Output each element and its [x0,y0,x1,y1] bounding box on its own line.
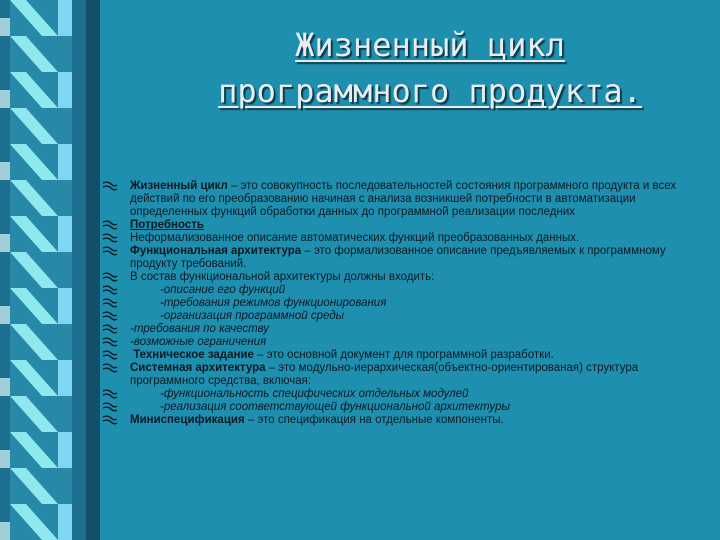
list-item [100,349,700,362]
bullet-icon [102,297,118,309]
bullet-icon [102,388,118,400]
list-item [100,414,700,427]
item-text: -требования режимов функционирования [160,297,387,309]
bullet-icon [102,245,118,257]
bullet-icon [102,284,118,296]
list-item [100,323,700,336]
item-text: -организация программной среды [160,310,345,322]
title-line-1: Жизненный цикл [295,26,565,64]
list-item [100,271,700,284]
item-text: -возможные ограничения [130,336,267,348]
item-text: – это совокупность последовательностей состояния программного продукта и всех действий по его преобразованию начиная с анализа возникшей потребности в автоматизации определенных функций обработки данных до программной реализации последних [130,180,677,218]
bullet-icon [102,336,118,348]
bullet-icon [102,271,118,283]
page-title [150,22,710,114]
list-item [100,362,700,388]
item-text: Неформализованное описание автоматических функций преобразованных данных. [130,232,580,244]
bullet-icon [102,219,118,231]
list-item [100,219,700,232]
item-term: Системная архитектура [130,362,266,374]
list-item [100,401,700,414]
title-line-2: программного продукта. [218,72,642,110]
item-text: – это спецификация на отдельные компоненты. [244,414,504,426]
list-item [100,388,700,401]
bullet-icon [102,401,118,413]
item-text: -описание его функций [160,284,286,296]
item-text: В состав функциональной архитектуры должны входить: [130,271,435,283]
item-text: – это формализованное описание предъявляемых к программному продукту требований. [130,245,666,270]
bullet-icon [102,310,118,322]
item-text: -требования по качеству [130,323,270,335]
bullet-icon [102,414,118,426]
bullet-icon [102,323,118,335]
list-item [100,284,700,297]
bullet-icon [102,349,118,361]
list-item [100,310,700,323]
item-term: Потребность [130,219,204,231]
list-item [100,232,700,245]
item-text: – это модульно-иерархическая(объектно-ориентированая) структура программного средства, включая: [130,362,639,387]
item-term: Жизненный цикл [130,180,228,192]
list-item [100,180,700,219]
bullet-icon [102,362,118,374]
item-text: -реализация соответствующей функциональной архитектуры [160,401,510,413]
list-item [100,245,700,271]
decorative-left-strip [0,0,100,540]
bullet-icon [102,232,118,244]
item-text: – это основной документ для программной разработки. [253,349,554,361]
item-text: -функциональность специфических отдельных модулей [160,388,469,400]
bullet-list [100,180,700,427]
list-item [100,336,700,349]
item-term: Функциональная архитектура [130,245,302,257]
chevron-pattern-icon [0,0,100,540]
item-term: Миниспецификация [130,414,245,426]
bullet-icon [102,180,118,192]
list-item [100,297,700,310]
item-term: Техническое задание [133,349,254,361]
